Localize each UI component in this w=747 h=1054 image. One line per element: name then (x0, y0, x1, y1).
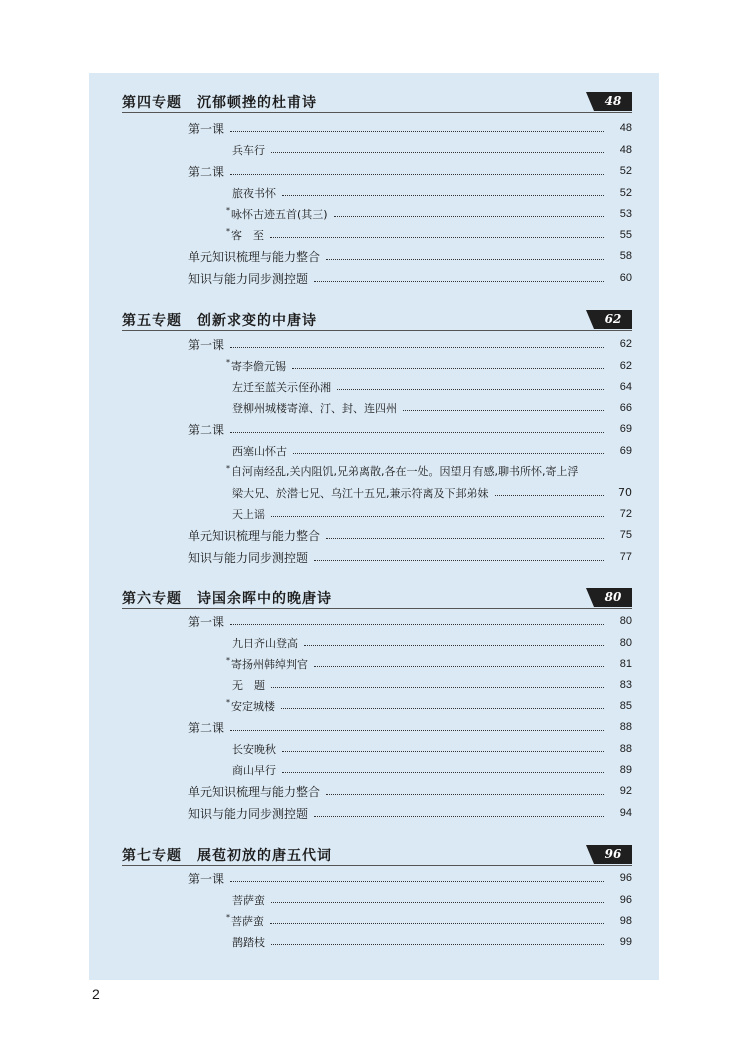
optional-marker: * (226, 227, 230, 236)
toc-entry[interactable]: 鹊踏枝 99 (232, 935, 632, 949)
toc-section-5 (122, 310, 632, 568)
optional-marker: * (226, 358, 230, 367)
toc-entry-lesson[interactable]: 第二课 52 (188, 164, 632, 179)
toc-entry-lesson[interactable]: 第一课 96 (188, 871, 632, 886)
toc-section-4 (122, 92, 632, 289)
section-page-badge: 80 (594, 588, 632, 607)
optional-marker: * (226, 464, 230, 473)
optional-marker: * (226, 656, 230, 665)
toc-section-7 (122, 845, 632, 952)
section-title[interactable]: 第四专题 沉郁顿挫的杜甫诗 (122, 95, 317, 111)
toc-entry[interactable]: 菩萨蛮 96 (232, 893, 632, 907)
section-header (122, 588, 632, 609)
toc-entry[interactable]: 兵车行 48 (232, 143, 632, 157)
toc-entry[interactable]: 西塞山怀古 69 (232, 444, 632, 458)
toc-entry-lesson[interactable]: 第一课 48 (188, 121, 632, 136)
section-page-badge: 48 (594, 92, 632, 111)
toc-entry-test[interactable]: 知识与能力同步测控题 94 (188, 806, 632, 821)
section-header (122, 310, 632, 331)
toc-entry[interactable]: 商山早行 89 (232, 763, 632, 777)
toc-entry-lesson[interactable]: 第一课 80 (188, 614, 632, 629)
section-title[interactable]: 第七专题 展苞初放的唐五代词 (122, 848, 332, 864)
section-header (122, 92, 632, 113)
toc-entry[interactable]: 旅夜书怀 52 (232, 186, 632, 200)
toc-entry-lesson[interactable]: 第一课 62 (188, 337, 632, 352)
toc-entry[interactable]: 无 题 83 (232, 678, 632, 692)
toc-entry-lesson[interactable]: 第二课 69 (188, 422, 632, 437)
toc-entry-test[interactable]: 知识与能力同步测控题 77 (188, 550, 632, 565)
toc-entry[interactable]: 左迁至蓝关示侄孙湘 64 (232, 380, 632, 394)
toc-section-6 (122, 588, 632, 824)
section-header (122, 845, 632, 866)
section-page-badge: 62 (594, 310, 632, 329)
toc-entry[interactable]: 登柳州城楼寄漳、汀、封、连四州 66 (232, 401, 632, 415)
toc-entry[interactable]: * 菩萨蛮 98 (226, 913, 632, 928)
optional-marker: * (226, 698, 230, 707)
toc-entry[interactable]: * 安定城楼 85 (226, 698, 632, 713)
toc-entry[interactable]: * 寄李儋元锡 62 (226, 358, 632, 373)
toc-entry-summary[interactable]: 单元知识梳理与能力整合 58 (188, 249, 632, 264)
toc-entry[interactable]: 长安晚秋 88 (232, 742, 632, 756)
toc-entry[interactable]: 九日齐山登高 80 (232, 636, 632, 650)
toc-entry-summary[interactable]: 单元知识梳理与能力整合 75 (188, 528, 632, 543)
page-number: 2 (92, 986, 100, 1002)
toc-entry-long[interactable]: *自河南经乱,关内阻饥,兄弟离散,各在一处。因望月有感,聊书所怀,寄上浮 梁大兄、於潜七兄、乌江十五兄,兼示符离及下邽弟妹 70 (226, 464, 632, 500)
section-title[interactable]: 第六专题 诗国余晖中的晚唐诗 (122, 591, 332, 607)
toc-entry-lesson[interactable]: 第二课 88 (188, 720, 632, 735)
toc-entry[interactable]: * 咏怀古迹五首(其三) 53 (226, 206, 632, 221)
optional-marker: * (226, 913, 230, 922)
section-title[interactable]: 第五专题 创新求变的中唐诗 (122, 313, 317, 329)
optional-marker: * (226, 206, 230, 215)
toc-entry-summary[interactable]: 单元知识梳理与能力整合 92 (188, 784, 632, 799)
toc-entry[interactable]: * 寄扬州韩绰判官 81 (226, 656, 632, 671)
section-page-badge: 96 (594, 845, 632, 864)
toc-entry[interactable]: * 客 至 55 (226, 227, 632, 242)
toc-entry-test[interactable]: 知识与能力同步测控题 60 (188, 271, 632, 286)
toc-entry[interactable]: 天上谣 72 (232, 507, 632, 521)
